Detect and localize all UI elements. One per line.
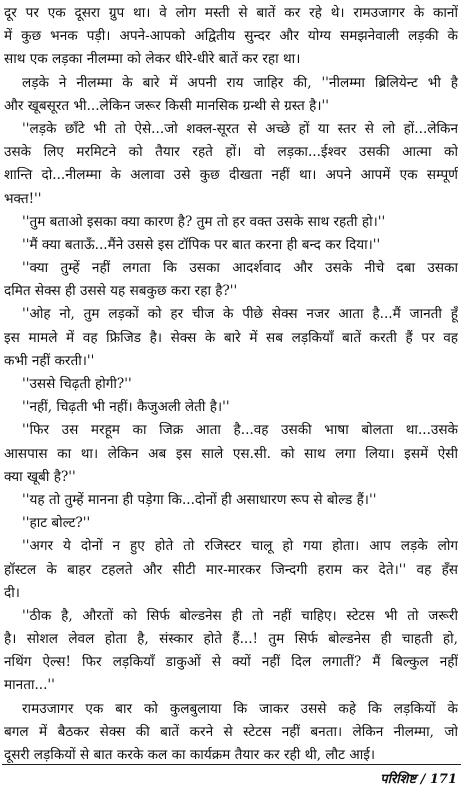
- text-line-2: में कुछ भनक पड़ी। अपने-आपको अद्वितीय सुन्दर और योग्य समझनेवाली लड़की के: [4, 28, 458, 45]
- text-line-7: उसके लिए मरमिटने को तैयार रहते हों। वो लड़का...ईश्वर उसकी आत्मा को: [4, 144, 458, 161]
- text-line-23: ''हाट बोल्ट?'': [22, 515, 91, 532]
- text-line-1: दूर पर एक दूसरा ग्रुप था। वे लोग मस्ती से बातें कर रहे थे। रामउजागर के कानों: [4, 5, 458, 21]
- text-line-18: ''नहीं, चिढ़ती भी नहीं। कैजुअली लेती है।'': [22, 399, 230, 416]
- footer-rule: [2, 764, 461, 765]
- text-line-16: कभी नहीं करती।'': [4, 352, 95, 369]
- text-line-6: ''लड़के छाँटे भी तो ऐसे...जो शक्ल-सूरत से अच्छे हों या स्तर से लो हों...लेकिन: [22, 120, 458, 137]
- text-line-5: और खूबसूरत भी...लेकिन जरूर किसी मानसिक ग्रन्थी से ग्रस्त है।'': [4, 97, 329, 114]
- text-line-13: दमित सेक्स ही उससे यह सबकुछ करा रहा है?'': [4, 283, 238, 300]
- text-line-4: लड़के ने नीलम्मा के बारे में अपनी राय जाहिर की, ''नीलम्मा ब्रिलियेन्ट भी है: [22, 74, 458, 91]
- text-line-20: आसपास का था। लेकिन अब इस साले एस.सी. को साथ लगा लिया। इसमें ऐसी: [4, 445, 458, 462]
- text-line-19: ''फिर उस मरहूम का जिक्र आता है...वह उसकी भाषा बोलता था...उसके: [22, 422, 458, 439]
- text-line-24: ''अगर ये दोनों न हुए होते तो रजिस्टर चालू हो गया होता। आप लड़के लोग: [22, 538, 458, 555]
- text-line-3: साथ एक लड़का नीलम्मा को लेकर धीरे-धीरे बातें कर रहा था।: [4, 51, 301, 68]
- text-line-29: नथिंग ऐल्स! फिर लड़कियाँ डाकुओं से क्यों नहीं दिल लगातीं? मैं बिल्कुल नहीं: [4, 654, 458, 671]
- text-line-31: रामउजागर एक बार को कुलबुलाया कि जाकर उससे कहे कि लड़कियों के: [22, 700, 458, 717]
- text-line-9: भक्त!'': [4, 190, 42, 207]
- text-line-21: क्या खूबी है?'': [4, 468, 76, 485]
- text-line-12: ''क्या तुम्हें नहीं लगता कि उसका आदर्शवाद और उसके नीचे दबा उसका: [22, 260, 458, 277]
- text-line-32: बगल में बैठकर सेक्स की बातें करने से स्टेटस नहीं बनता। लेकिन नीलम्मा, जो: [4, 723, 458, 740]
- text-line-11: ''मैं क्या बताऊँ...मैंने उससे इस टॉपिक पर बात करना ही बन्द कर दिया।'': [22, 236, 381, 253]
- text-line-22: ''यह तो तुम्हें मानना ही पड़ेगा कि...दोनों ही असाधारण रूप से बोल्ड हैं।'': [22, 491, 377, 508]
- text-line-27: ''ठीक है, औरतों को सिर्फ बोल्डनेस ही तो नहीं चाहिए। स्टेटस भी तो जरूरी: [22, 607, 458, 624]
- text-line-10: ''तुम बताओ इसका क्या कारण है? तुम तो हर वक्त उसके साथ रहती हो।'': [22, 213, 386, 230]
- text-line-33: दूसरी लड़कियों से बात करके कल का कार्यक्रम तैयार कर रही थी, लौट आई।: [4, 747, 376, 763]
- text-line-25: हॉस्टल के बाहर टहलते और सीटी मार-मारकर जिन्दगी हराम कर देते।'' वह हँस: [4, 561, 458, 578]
- page-number: परिशिष्ट / 171: [380, 772, 457, 787]
- text-line-30: मानता...'': [4, 677, 55, 694]
- text-line-14: ''ओह नो, तुम लड़कों को हर चीज के पीछे सेक्स नजर आता है...मैं जानती हूँ: [22, 306, 458, 323]
- body-text: [4, 2, 458, 767]
- text-line-17: ''उससे चिढ़ती होगी?'': [22, 376, 132, 392]
- text-line-8: शान्ति दो...नीलम्मा के अलावा उसे कुछ दीखता नहीं था। अपने आपमें एक सम्पूर्ण: [4, 167, 458, 184]
- text-line-28: है। सोशल लेवल होता है, संस्कार होते हैं...! तुम सिर्फ बोल्डनेस ही चाहती हो,: [4, 631, 458, 648]
- text-line-26: दी।: [4, 584, 20, 601]
- text-line-15: इस मामले में वह फ्रिजिड है। सेक्स के बारे में सब लड़कियाँ बातें करती हैं पर वह: [4, 329, 458, 346]
